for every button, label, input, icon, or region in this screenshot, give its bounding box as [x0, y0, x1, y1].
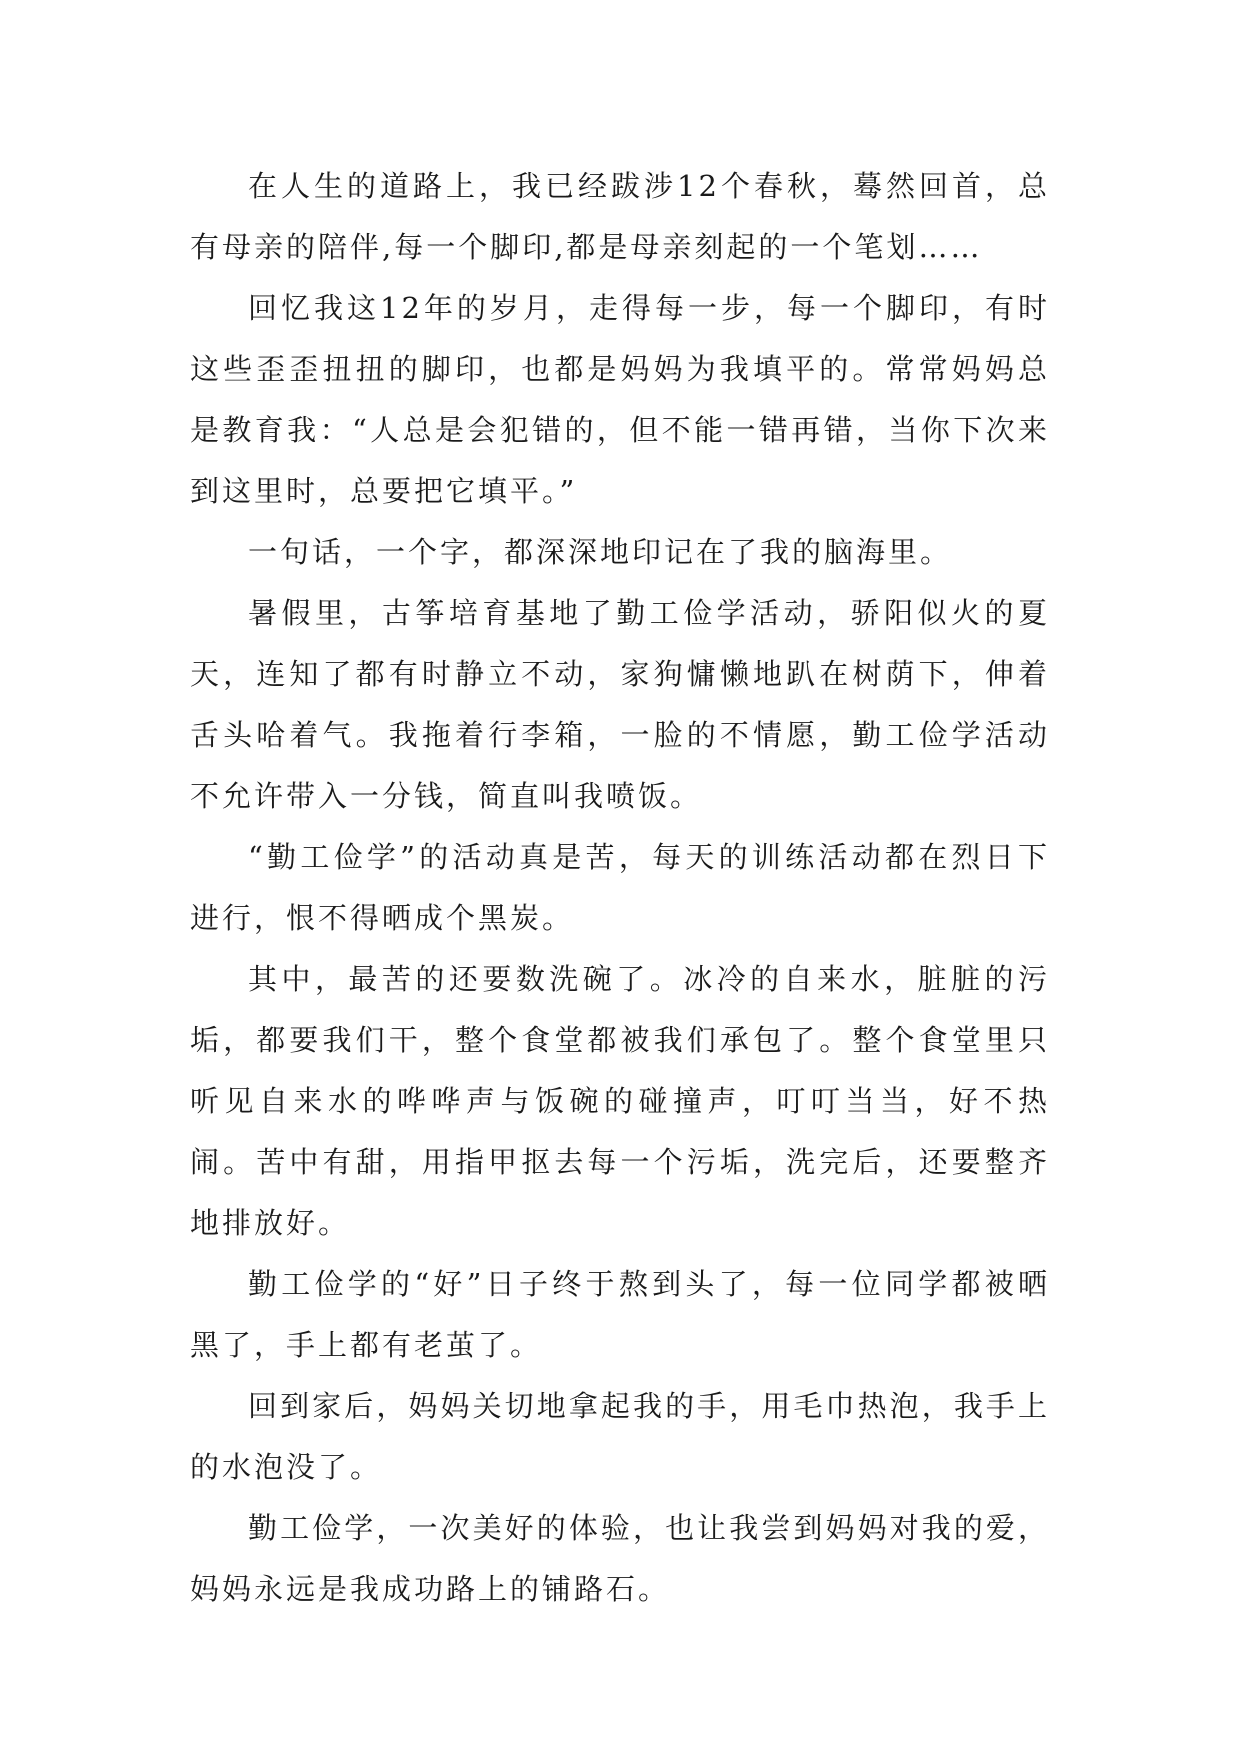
paragraph: 在人生的道路上，我已经跋涉12个春秋，蓦然回首，总有母亲的陪伴,每一个脚印,都是母亲刻起的一个笔划……	[190, 169, 1050, 264]
paragraph: 一句话，一个字，都深深地印记在了我的脑海里。	[248, 535, 953, 569]
paragraph: 回到家后，妈妈关切地拿起我的手，用毛巾热泡，我手上的水泡没了。	[190, 1389, 1050, 1484]
paragraph: 勤工俭学的“好”日子终于熬到头了，每一位同学都被晒黑了，手上都有老茧了。	[190, 1267, 1050, 1362]
paragraph: 回忆我这12年的岁月，走得每一步，每一个脚印，有时这些歪歪扭扭的脚印，也都是妈妈为我填平的。常常妈妈总是教育我：“人总是会犯错的，但不能一错再错，当你下次来到这里时，总要把它填平。”	[190, 291, 1050, 508]
paragraph: “勤工俭学”的活动真是苦，每天的训练活动都在烈日下进行，恨不得晒成个黑炭。	[190, 840, 1050, 935]
paragraph: 其中，最苦的还要数洗碗了。冰冷的自来水，脏脏的污垢，都要我们干，整个食堂都被我们承包了。整个食堂里只听见自来水的哗哗声与饭碗的碰撞声，叮叮当当，好不热闹。苦中有甜，用指甲抠去每一个污垢，洗完后，还要整齐地排放好。	[190, 962, 1050, 1240]
paragraph: 勤工俭学，一次美好的体验，也让我尝到妈妈对我的爱，妈妈永远是我成功路上的铺路石。	[190, 1511, 1050, 1606]
document-body	[190, 156, 1050, 1620]
paragraph: 暑假里，古筝培育基地了勤工俭学活动，骄阳似火的夏天，连知了都有时静立不动，家狗慵懒地趴在树荫下，伸着舌头哈着气。我拖着行李箱，一脸的不情愿，勤工俭学活动不允许带入一分钱，简直叫我喷饭。	[190, 596, 1050, 813]
